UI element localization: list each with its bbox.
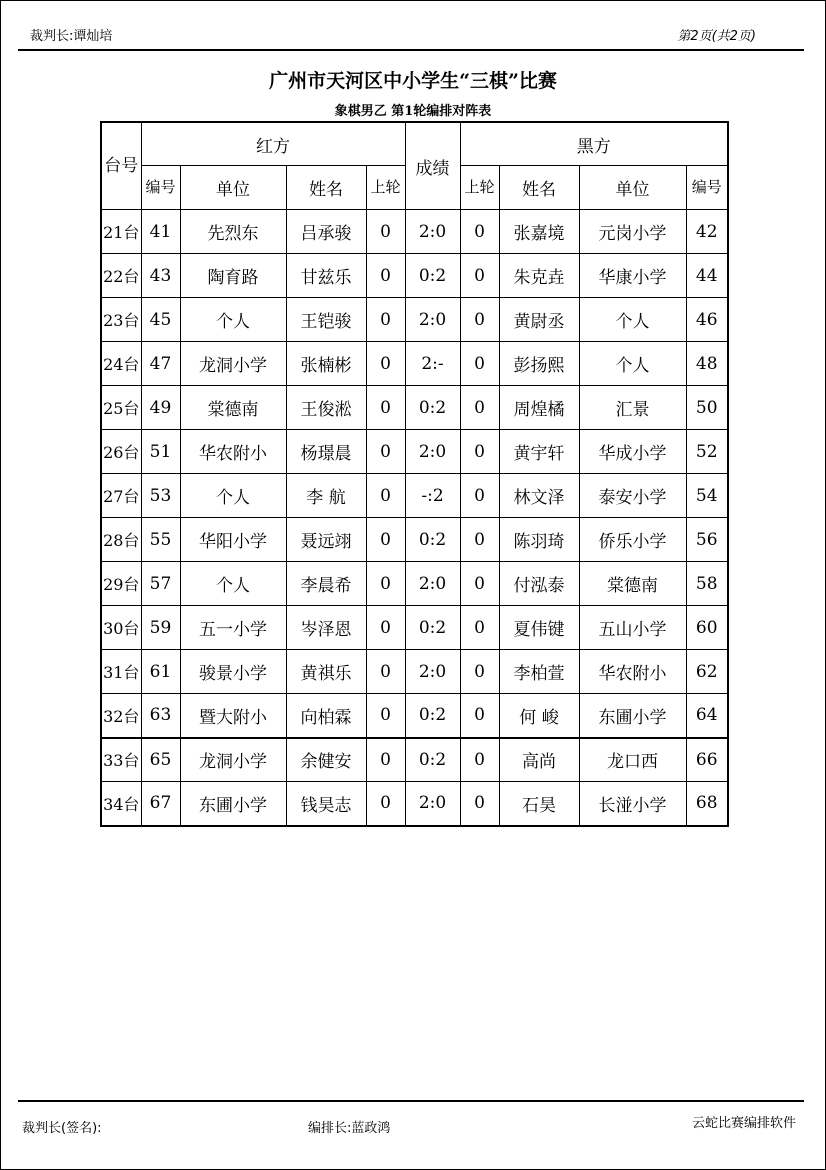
cell-black-unit: 华农附小 bbox=[579, 650, 686, 694]
cell-red-no: 41 bbox=[141, 210, 180, 254]
cell-red-unit: 华阳小学 bbox=[180, 518, 286, 562]
cell-red-no: 43 bbox=[141, 254, 180, 298]
cell-result: 0:2 bbox=[405, 694, 460, 738]
cell-black-no: 62 bbox=[686, 650, 728, 694]
header-board: 台号 bbox=[101, 122, 141, 210]
cell-red-name: 杨璟晨 bbox=[286, 430, 366, 474]
cell-red-prev: 0 bbox=[366, 210, 405, 254]
cell-red-prev: 0 bbox=[366, 606, 405, 650]
cell-black-prev: 0 bbox=[460, 782, 499, 826]
cell-black-name: 付泓泰 bbox=[499, 562, 579, 606]
header-result: 成绩 bbox=[405, 122, 460, 210]
cell-red-name: 聂远翊 bbox=[286, 518, 366, 562]
header-black-prev: 上轮 bbox=[460, 166, 499, 210]
cell-black-name: 何 峻 bbox=[499, 694, 579, 738]
cell-red-name: 岑泽恩 bbox=[286, 606, 366, 650]
cell-result: 0:2 bbox=[405, 738, 460, 782]
cell-red-unit: 棠德南 bbox=[180, 386, 286, 430]
cell-red-name: 李 航 bbox=[286, 474, 366, 518]
cell-result: 2:0 bbox=[405, 650, 460, 694]
cell-red-no: 47 bbox=[141, 342, 180, 386]
cell-red-no: 57 bbox=[141, 562, 180, 606]
cell-black-no: 46 bbox=[686, 298, 728, 342]
cell-black-prev: 0 bbox=[460, 342, 499, 386]
cell-red-unit: 个人 bbox=[180, 562, 286, 606]
cell-result: 0:2 bbox=[405, 254, 460, 298]
cell-red-name: 李晨希 bbox=[286, 562, 366, 606]
cell-result: -:2 bbox=[405, 474, 460, 518]
table-row bbox=[101, 474, 728, 518]
cell-board: 21台 bbox=[101, 210, 141, 254]
header-red-prev: 上轮 bbox=[366, 166, 405, 210]
header-black: 黑方 bbox=[460, 122, 728, 166]
cell-red-name: 黄祺乐 bbox=[286, 650, 366, 694]
cell-black-prev: 0 bbox=[460, 298, 499, 342]
table-row bbox=[101, 782, 728, 826]
cell-red-prev: 0 bbox=[366, 518, 405, 562]
cell-black-prev: 0 bbox=[460, 210, 499, 254]
cell-red-prev: 0 bbox=[366, 782, 405, 826]
chief-signature: 裁判长(签名): bbox=[22, 1121, 102, 1136]
table-row bbox=[101, 606, 728, 650]
page-title: 广州市天河区中小学生“三棋”比赛 bbox=[269, 70, 557, 92]
cell-black-unit: 五山小学 bbox=[579, 606, 686, 650]
cell-result: 2:0 bbox=[405, 210, 460, 254]
cell-red-prev: 0 bbox=[366, 650, 405, 694]
cell-black-no: 42 bbox=[686, 210, 728, 254]
software-name: 云蛇比赛编排软件 bbox=[691, 1116, 796, 1131]
cell-red-name: 钱昊志 bbox=[286, 782, 366, 826]
cell-black-name: 夏伟键 bbox=[499, 606, 579, 650]
cell-black-name: 周煌橘 bbox=[499, 386, 579, 430]
cell-red-unit: 龙洞小学 bbox=[180, 342, 286, 386]
cell-red-unit: 暨大附小 bbox=[180, 694, 286, 738]
cell-black-no: 54 bbox=[686, 474, 728, 518]
header-black-unit: 单位 bbox=[579, 166, 686, 210]
table-row bbox=[101, 738, 728, 782]
cell-red-no: 59 bbox=[141, 606, 180, 650]
cell-black-name: 石昊 bbox=[499, 782, 579, 826]
footer-divider bbox=[18, 1100, 804, 1102]
cell-red-no: 61 bbox=[141, 650, 180, 694]
cell-result: 2:0 bbox=[405, 562, 460, 606]
table-row bbox=[101, 254, 728, 298]
cell-board: 30台 bbox=[101, 606, 141, 650]
cell-board: 32台 bbox=[101, 694, 141, 738]
cell-board: 25台 bbox=[101, 386, 141, 430]
table-row bbox=[101, 562, 728, 606]
cell-red-no: 67 bbox=[141, 782, 180, 826]
cell-red-prev: 0 bbox=[366, 562, 405, 606]
cell-red-prev: 0 bbox=[366, 254, 405, 298]
arranger: 编排长:蓝政鸿 bbox=[308, 1121, 391, 1136]
cell-red-no: 55 bbox=[141, 518, 180, 562]
cell-black-no: 60 bbox=[686, 606, 728, 650]
cell-red-prev: 0 bbox=[366, 738, 405, 782]
page-info: 第2页(共2页) bbox=[677, 29, 756, 44]
table-row bbox=[101, 386, 728, 430]
cell-red-no: 63 bbox=[141, 694, 180, 738]
table-row bbox=[101, 210, 728, 254]
cell-black-unit: 汇景 bbox=[579, 386, 686, 430]
cell-red-no: 53 bbox=[141, 474, 180, 518]
cell-red-prev: 0 bbox=[366, 298, 405, 342]
cell-black-prev: 0 bbox=[460, 474, 499, 518]
cell-red-name: 吕承骏 bbox=[286, 210, 366, 254]
cell-black-name: 张嘉境 bbox=[499, 210, 579, 254]
header-red-unit: 单位 bbox=[180, 166, 286, 210]
cell-red-no: 65 bbox=[141, 738, 180, 782]
cell-red-prev: 0 bbox=[366, 694, 405, 738]
cell-black-unit: 泰安小学 bbox=[579, 474, 686, 518]
cell-black-name: 黄尉丞 bbox=[499, 298, 579, 342]
cell-black-no: 48 bbox=[686, 342, 728, 386]
cell-black-prev: 0 bbox=[460, 738, 499, 782]
cell-red-prev: 0 bbox=[366, 342, 405, 386]
cell-board: 31台 bbox=[101, 650, 141, 694]
cell-result: 0:2 bbox=[405, 518, 460, 562]
cell-board: 28台 bbox=[101, 518, 141, 562]
header-red-number: 编号 bbox=[141, 166, 180, 210]
table-row bbox=[101, 518, 728, 562]
pairings-body bbox=[101, 210, 728, 826]
cell-red-no: 45 bbox=[141, 298, 180, 342]
cell-black-no: 56 bbox=[686, 518, 728, 562]
cell-red-name: 张楠彬 bbox=[286, 342, 366, 386]
cell-red-no: 51 bbox=[141, 430, 180, 474]
cell-black-prev: 0 bbox=[460, 518, 499, 562]
cell-black-unit: 东圃小学 bbox=[579, 694, 686, 738]
cell-red-no: 49 bbox=[141, 386, 180, 430]
cell-black-unit: 元岗小学 bbox=[579, 210, 686, 254]
cell-black-no: 68 bbox=[686, 782, 728, 826]
cell-result: 2:0 bbox=[405, 430, 460, 474]
table-row bbox=[101, 430, 728, 474]
page-subtitle: 象棋男乙 第1轮编排对阵表 bbox=[334, 104, 492, 119]
cell-black-no: 66 bbox=[686, 738, 728, 782]
pairings-table bbox=[100, 121, 729, 827]
cell-red-unit: 龙洞小学 bbox=[180, 738, 286, 782]
cell-black-prev: 0 bbox=[460, 694, 499, 738]
cell-red-unit: 骏景小学 bbox=[180, 650, 286, 694]
cell-board: 24台 bbox=[101, 342, 141, 386]
cell-black-name: 黄宇轩 bbox=[499, 430, 579, 474]
cell-black-no: 44 bbox=[686, 254, 728, 298]
cell-black-unit: 个人 bbox=[579, 298, 686, 342]
cell-board: 22台 bbox=[101, 254, 141, 298]
header-divider bbox=[18, 49, 804, 51]
cell-black-name: 高尚 bbox=[499, 738, 579, 782]
cell-red-prev: 0 bbox=[366, 386, 405, 430]
cell-black-name: 朱克垚 bbox=[499, 254, 579, 298]
header-red-name: 姓名 bbox=[286, 166, 366, 210]
cell-black-prev: 0 bbox=[460, 430, 499, 474]
cell-result: 0:2 bbox=[405, 386, 460, 430]
cell-red-unit: 个人 bbox=[180, 474, 286, 518]
cell-red-unit: 先烈东 bbox=[180, 210, 286, 254]
header-black-name: 姓名 bbox=[499, 166, 579, 210]
cell-result: 2:0 bbox=[405, 298, 460, 342]
table-row bbox=[101, 650, 728, 694]
cell-red-name: 王铠骏 bbox=[286, 298, 366, 342]
cell-black-prev: 0 bbox=[460, 562, 499, 606]
cell-red-name: 甘兹乐 bbox=[286, 254, 366, 298]
table-row bbox=[101, 298, 728, 342]
cell-red-prev: 0 bbox=[366, 430, 405, 474]
cell-red-unit: 五一小学 bbox=[180, 606, 286, 650]
cell-black-no: 58 bbox=[686, 562, 728, 606]
cell-black-prev: 0 bbox=[460, 386, 499, 430]
header-black-number: 编号 bbox=[686, 166, 728, 210]
cell-result: 0:2 bbox=[405, 606, 460, 650]
cell-red-prev: 0 bbox=[366, 474, 405, 518]
table-row bbox=[101, 342, 728, 386]
cell-black-unit: 龙口西 bbox=[579, 738, 686, 782]
cell-black-name: 彭扬熙 bbox=[499, 342, 579, 386]
cell-black-prev: 0 bbox=[460, 606, 499, 650]
cell-board: 33台 bbox=[101, 738, 141, 782]
cell-red-name: 王俊淞 bbox=[286, 386, 366, 430]
cell-red-unit: 华农附小 bbox=[180, 430, 286, 474]
cell-black-prev: 0 bbox=[460, 254, 499, 298]
cell-black-unit: 华康小学 bbox=[579, 254, 686, 298]
cell-red-unit: 陶育路 bbox=[180, 254, 286, 298]
cell-black-unit: 棠德南 bbox=[579, 562, 686, 606]
cell-board: 23台 bbox=[101, 298, 141, 342]
cell-black-name: 李柏萱 bbox=[499, 650, 579, 694]
cell-black-no: 50 bbox=[686, 386, 728, 430]
cell-red-name: 余健安 bbox=[286, 738, 366, 782]
cell-board: 27台 bbox=[101, 474, 141, 518]
cell-board: 26台 bbox=[101, 430, 141, 474]
cell-black-prev: 0 bbox=[460, 650, 499, 694]
header-red: 红方 bbox=[141, 122, 405, 166]
cell-result: 2:0 bbox=[405, 782, 460, 826]
table-row bbox=[101, 694, 728, 738]
cell-black-no: 52 bbox=[686, 430, 728, 474]
cell-board: 29台 bbox=[101, 562, 141, 606]
cell-black-unit: 侨乐小学 bbox=[579, 518, 686, 562]
cell-red-unit: 东圃小学 bbox=[180, 782, 286, 826]
cell-result: 2:- bbox=[405, 342, 460, 386]
cell-board: 34台 bbox=[101, 782, 141, 826]
cell-black-name: 陈羽琦 bbox=[499, 518, 579, 562]
cell-red-name: 向柏霖 bbox=[286, 694, 366, 738]
cell-black-unit: 长湴小学 bbox=[579, 782, 686, 826]
chief-referee: 裁判长:谭灿培 bbox=[30, 29, 113, 44]
cell-red-unit: 个人 bbox=[180, 298, 286, 342]
cell-black-unit: 华成小学 bbox=[579, 430, 686, 474]
cell-black-no: 64 bbox=[686, 694, 728, 738]
cell-black-unit: 个人 bbox=[579, 342, 686, 386]
cell-black-name: 林文泽 bbox=[499, 474, 579, 518]
